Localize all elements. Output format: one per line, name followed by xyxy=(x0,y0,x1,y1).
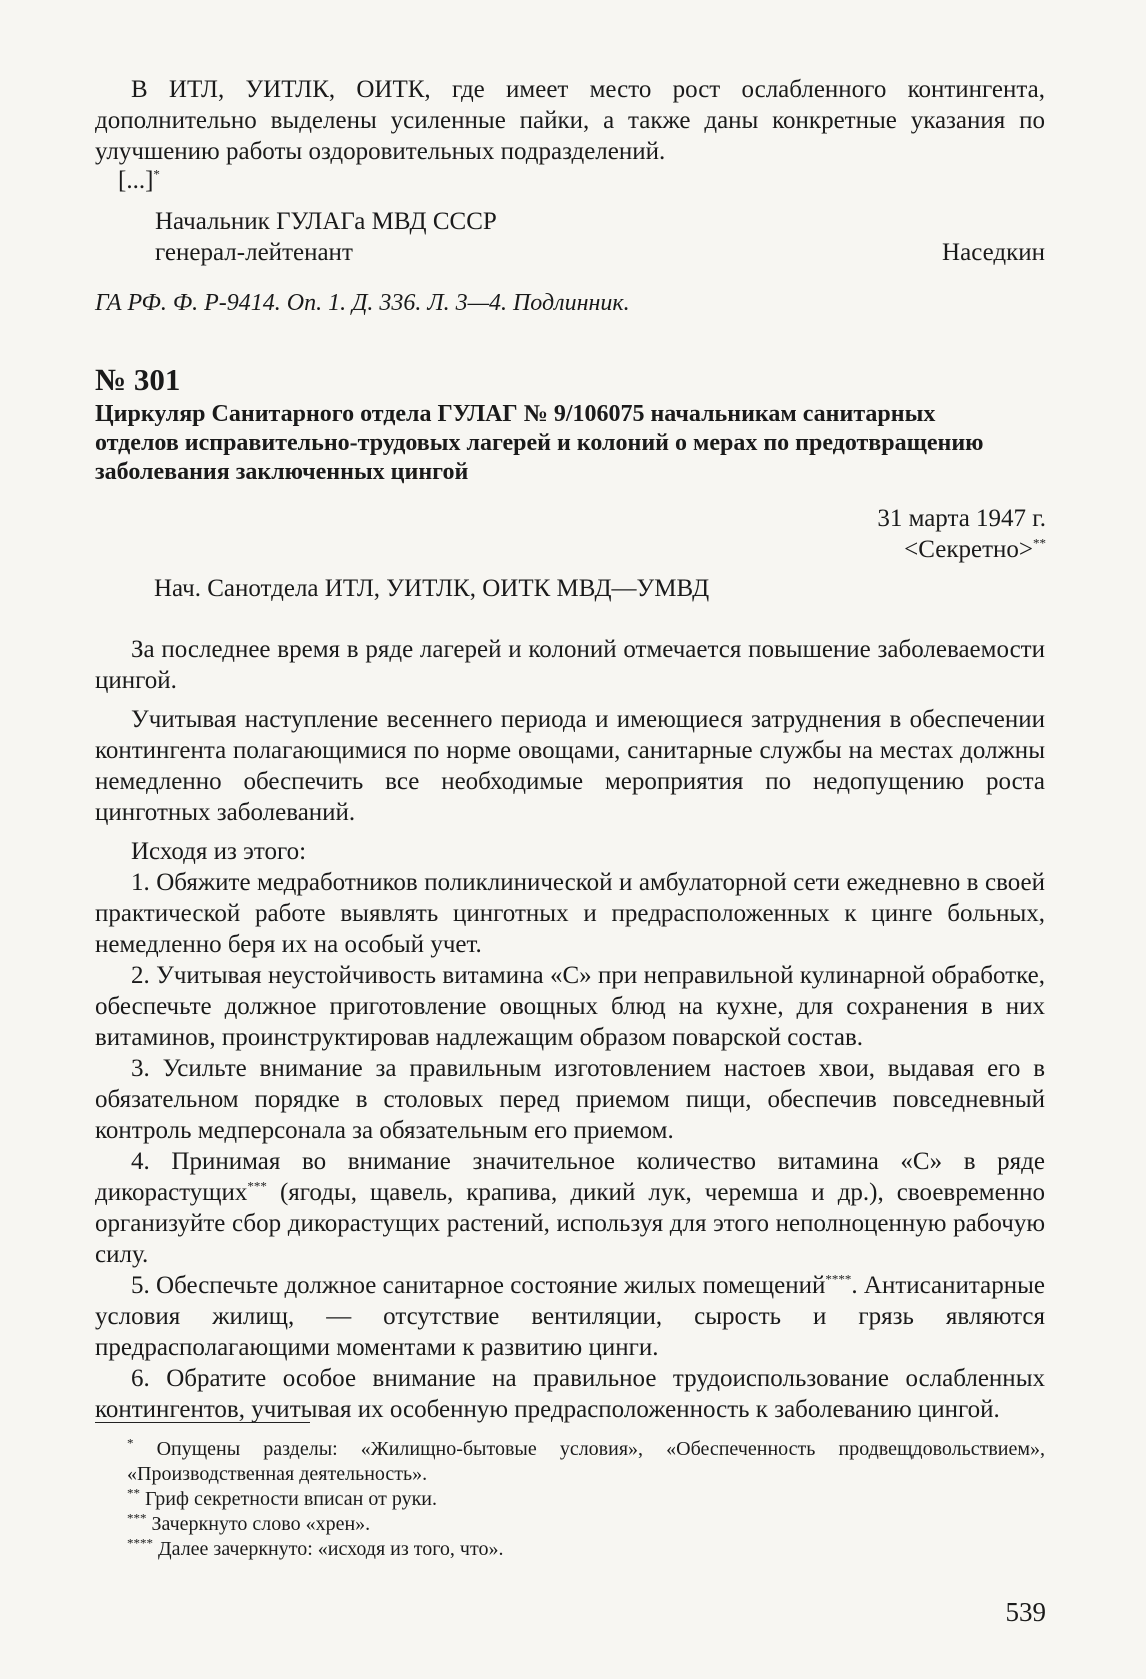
classification-stamp xyxy=(877,534,1046,565)
footnote-text: Гриф секретности вписан от руки. xyxy=(145,1488,438,1510)
list-item xyxy=(95,1146,1045,1270)
signature-rank: генерал-лейтенант xyxy=(155,239,353,266)
footnotes xyxy=(95,1422,1045,1562)
footnote-mark: **** xyxy=(127,1535,153,1551)
footnote-mark: **** xyxy=(825,1271,852,1287)
footnote-divider xyxy=(95,1422,310,1423)
footnote-text: Далее зачеркнуто: «исходя из того, что». xyxy=(158,1538,504,1560)
footnote-mark: ** xyxy=(1033,535,1046,551)
list-item-text: . Антисанитарные условия жилищ, — отсутствие вентиляции, сырость и грязь являются предрасполагающими моментами к развитию цинги. xyxy=(95,1272,1046,1361)
list-item: 6. Обратите особое внимание на правильное трудоиспользование ослабленных контингентов, учитывая их особенную предрасположенность к заболеванию цингой. xyxy=(95,1365,1045,1423)
footnote xyxy=(95,1512,1045,1537)
intro-paragraph xyxy=(95,74,1045,167)
footnote-text: Опущены разделы: «Жилищно-бытовые условия», «Обеспеченность продвещдовольствием», «Производственная деятельность». xyxy=(127,1438,1046,1485)
document-number: № 301 xyxy=(95,362,181,397)
main-text xyxy=(95,634,1045,1425)
list-item: 2. Учитывая неустойчивость витамина «С» при неправильной кулинарной обработке, обеспечьте должное приготовление овощных блюд на кухне, для сохранения в них витаминов, проинструктировав надлежащим образом поварской состав. xyxy=(95,962,1045,1051)
footnote-mark: *** xyxy=(247,1178,267,1194)
paragraph: За последнее время в ряде лагерей и колоний отмечается повышение заболеваемости цингой. xyxy=(95,636,1045,694)
footnote xyxy=(95,1437,1045,1487)
footnote-mark: * xyxy=(127,1435,134,1451)
paragraph: Учитывая наступление весеннего периода и имеющиеся затруднения в обеспечении контингента полагающимися по норме овощами, санитарные службы на местах должны немедленно обеспечить все необходимые мероприятия по недопущению роста цинготных заболеваний. xyxy=(95,706,1045,826)
list-item-text: 5. Обеспечьте должное санитарное состояние жилых помещений xyxy=(131,1272,826,1299)
paragraph: Исходя из этого: xyxy=(131,838,307,865)
footnote-text: Зачеркнуто слово «хрен». xyxy=(151,1513,371,1535)
list-item: 1. Обяжите медработников поликлинической и амбулаторной сети ежедневно в своей практической работе выявлять цинготных и предрасположенных к цинге больных, немедленно беря их на особый учет. xyxy=(95,869,1045,958)
archive-reference: ГА РФ. Ф. Р-9414. Оп. 1. Д. 336. Л. 3—4. Подлинник. xyxy=(95,290,630,316)
intro-text: В ИТЛ, УИТЛК, ОИТК, где имеет место рост ослабленного контингента, дополнительно выделены усиленные пайки, а также даны конкретные указания по улучшению работы оздоровительных подразделений. xyxy=(95,76,1045,165)
footnote-mark: *** xyxy=(127,1510,147,1526)
document-date: 31 марта 1947 г. xyxy=(877,505,1046,532)
list-item xyxy=(95,1270,1045,1363)
signature-position: Начальник ГУЛАГа МВД СССР xyxy=(155,208,497,235)
list-item: 3. Усильте внимание за правильным изготовлением настоев хвои, выдавая его в обязательном порядке в столовых перед приемом пищи, обеспечив повседневный контроль медперсонала за обязательным его приемом. xyxy=(95,1055,1045,1144)
page-number: 539 xyxy=(1005,1597,1046,1627)
omission-text: [...] xyxy=(118,167,154,194)
footnote xyxy=(95,1487,1045,1512)
signature-block xyxy=(95,206,1045,268)
document-title: Циркуляр Санитарного отдела ГУЛАГ № 9/106075 начальникам санитарных отделов исправительно-трудовых лагерей и колоний о мерах по предотвращению заболевания заключенных цингой xyxy=(95,401,984,485)
footnote-mark: * xyxy=(153,166,160,182)
footnote-mark: ** xyxy=(127,1485,140,1501)
classification-text: <Секретно> xyxy=(904,536,1033,563)
list-item-text: (ягоды, щавель, крапива, дикий лук, черемша и др.), своевременно организуйте сбор дикорастущих растений, используя для этого неполноценную рабочую силу. xyxy=(95,1179,1045,1268)
footnote xyxy=(95,1537,1045,1562)
signature-name: Наседкин xyxy=(942,239,1045,266)
date-block xyxy=(877,503,1046,565)
list-item-text: 4. Принимая во внимание значительное количество витамина «С» в ряде дикорастущих xyxy=(95,1148,1045,1206)
addressee: Нач. Санотдела ИТЛ, УИТЛК, ОИТК МВД—УМВД xyxy=(154,575,710,602)
omission-marker xyxy=(118,165,1068,196)
